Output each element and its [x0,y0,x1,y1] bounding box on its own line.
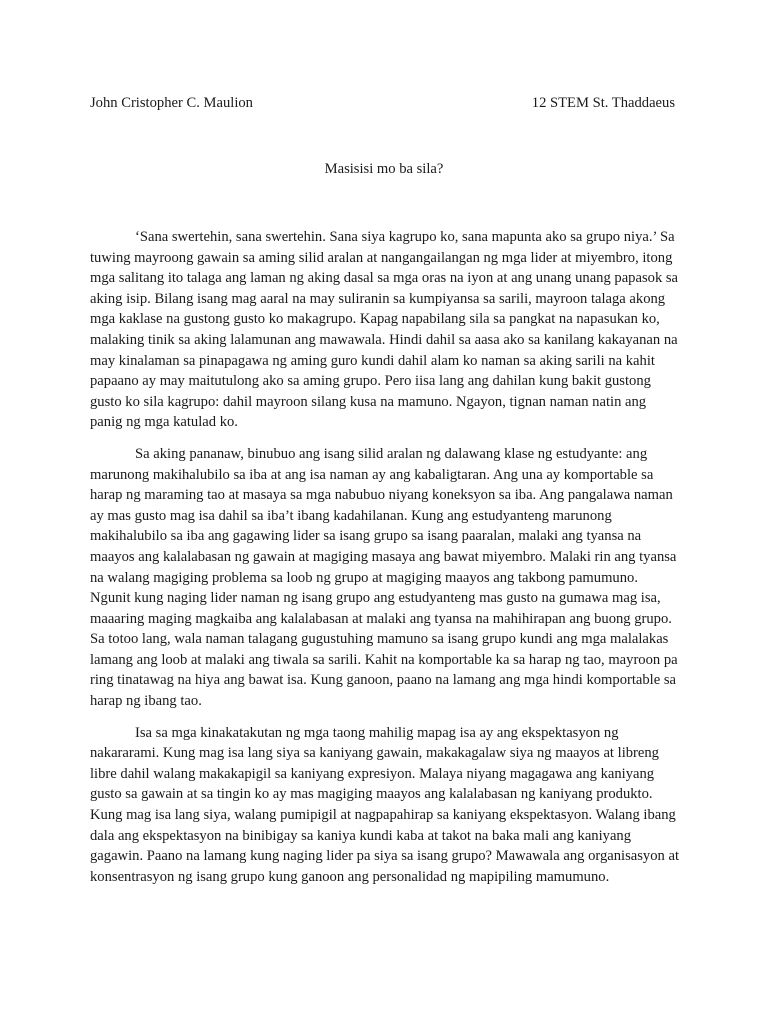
document-header [90,93,675,113]
essay-title: Masisisi mo ba sila? [324,161,444,177]
author-name: John Cristopher C. Maulion [90,95,253,111]
essay-body [90,227,680,898]
paragraph: ‘Sana swertehin, sana swertehin. Sana siya kagrupo ko, sana mapunta ako sa grupo niya.’ Sa tuwing mayroong gawain sa aming silid aralan at nangangailangan ng mga lider at miyembro, itong mga salitang ito talaga ang laman ng aking dasal sa mga oras na iyon at ang unang unang papasok sa aking isip. Bilang isang mag aaral na may suliranin sa kumpiyansa sa sarili, mayroon talaga akong mga kaklase na gustong gusto ko makagrupo. Kapag napabilang sila sa pangkat na napasukan ko, malaking tinik sa aking lalamunan ang mawawala. Hindi dahil sa aasa ako sa kanilang kakayanan na may kinalaman sa pinapagawa ng aming guro kundi dahil alam ko naman sa aking sarili na kahit papaano ay may maitutulong ako sa aming grupo. Pero iisa lang ang dahilan kung bakit gustong gusto ko sila kagrupo: dahil mayroon silang kusa na mamuno. Ngayon, tignan naman natin ang panig ng mga katulad ko. [90,229,679,431]
paragraph: Sa aking pananaw, binubuo ang isang silid aralan ng dalawang klase ng estudyante: ang marunong makihalubilo sa iba at ang isa naman ay ang kabaligtaran. Ang una ay komportable sa harap ng maraming tao at masaya sa mga nabubuo niyang koneksyon sa iba. Ang pangalawa naman ay mas gusto mag isa dahil sa iba’t ibang kadahilanan. Kung ang estudyanteng marunong makihalubilo sa iba ang gagawing lider sa isang grupo sa isang paaralan, malaki ang tyansa na maayos ang kalalabasan ng gawain at magiging masaya ang bawat miyembro. Malaki rin ang tyansa na walang magiging problema sa loob ng grupo at magiging maayos ang takbong pamumuno. Ngunit kung naging lider naman ng isang grupo ang estudyanteng mas gusto na gumawa mag isa, maaaring maging magkaiba ang kalalabasan at malaki ang tyansa na mahihirapan ang buong grupo. Sa totoo lang, wala naman talagang gugustuhing mamuno sa isang grupo kundi ang mga malalakas lamang ang loob at malaki ang tiwala sa sarili. Kahit na komportable ka sa harap ng tao, mayroon pa ring tinatawag na hiya ang bawat isa. Kung ganoon, paano na lamang ang mga hindi komportable sa harap ng ibang tao. [90,445,678,710]
class-section: 12 STEM St. Thaddaeus [531,95,675,111]
paragraph: Isa sa mga kinakatakutan ng mga taong mahilig mapag isa ay ang ekspektasyon ng nakararami. Kung mag isa lang siya sa kaniyang gawain, makakagalaw siya ng maayos at libreng libre dahil walang makakapigil sa kaniyang expresiyon. Malaya niyang magagawa ang kaniyang gusto sa gawain at sa tingin ko ay mas magiging maayos ang kalalabasan ng kaniyang produkto. Kung mag isa lang siya, walang pumipigil at nagpapahirap sa kaniyang ekspektasyon. Walang ibang dala ang ekspektasyon na binibigay sa kaniya kundi kaba at takot na baka mali ang kaniyang gagawin. Paano na lamang kung naging lider pa siya sa isang grupo? Mawawala ang organisasyon at konsentrasyon ng isang grupo kung ganoon ang personalidad ng mapipiling mamumuno. [90,724,679,885]
